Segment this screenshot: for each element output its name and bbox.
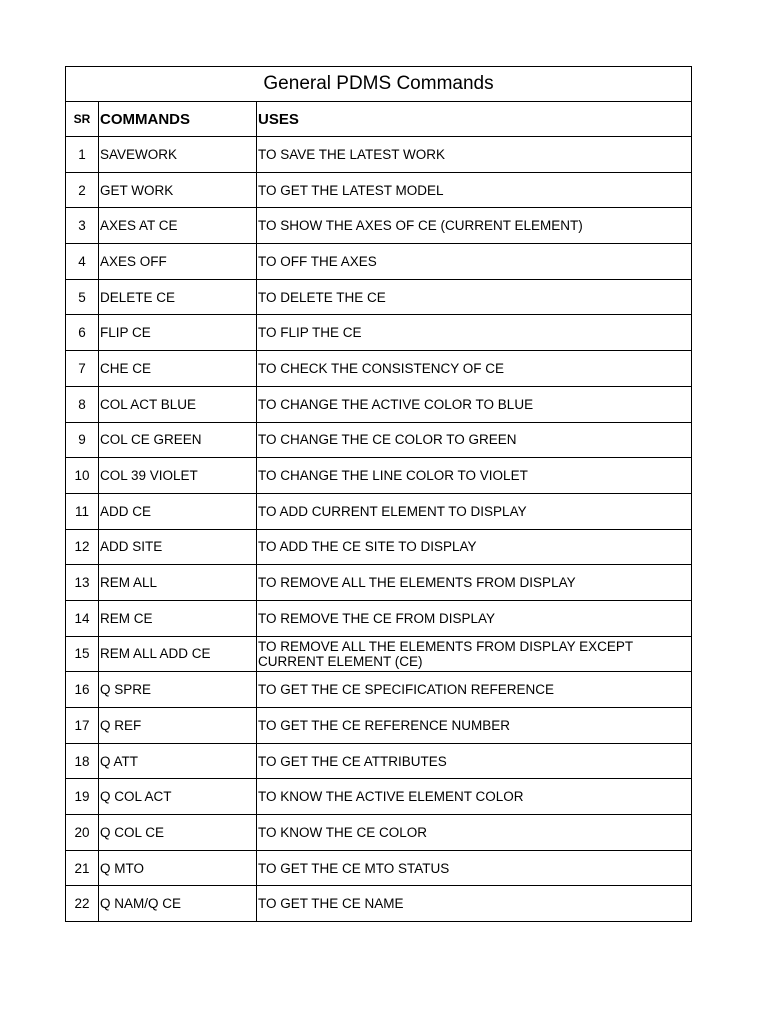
row-sr: 19 xyxy=(66,779,99,815)
row-sr: 2 xyxy=(66,172,99,208)
row-sr: 17 xyxy=(66,708,99,744)
row-sr: 10 xyxy=(66,458,99,494)
row-command: COL CE GREEN xyxy=(99,422,257,458)
row-command: SAVEWORK xyxy=(99,137,257,173)
table-row xyxy=(66,565,692,601)
row-sr: 11 xyxy=(66,493,99,529)
row-sr: 8 xyxy=(66,386,99,422)
row-use: TO DELETE THE CE xyxy=(257,279,692,315)
row-sr: 6 xyxy=(66,315,99,351)
row-use: TO GET THE CE ATTRIBUTES xyxy=(257,743,692,779)
row-use: TO ADD CURRENT ELEMENT TO DISPLAY xyxy=(257,493,692,529)
row-command: REM ALL ADD CE xyxy=(99,636,257,672)
header-commands: COMMANDS xyxy=(99,102,257,137)
row-use: TO GET THE LATEST MODEL xyxy=(257,172,692,208)
table-row xyxy=(66,600,692,636)
row-use: TO CHANGE THE LINE COLOR TO VIOLET xyxy=(257,458,692,494)
row-command: Q ATT xyxy=(99,743,257,779)
header-row xyxy=(66,102,692,137)
row-sr: 20 xyxy=(66,815,99,851)
row-sr: 3 xyxy=(66,208,99,244)
header-uses: USES xyxy=(257,102,692,137)
row-command: Q REF xyxy=(99,708,257,744)
row-command: REM ALL xyxy=(99,565,257,601)
table-row xyxy=(66,458,692,494)
row-sr: 15 xyxy=(66,636,99,672)
table-body xyxy=(66,137,692,922)
row-use: TO GET THE CE SPECIFICATION REFERENCE xyxy=(257,672,692,708)
table-row xyxy=(66,279,692,315)
row-command: Q COL CE xyxy=(99,815,257,851)
table-row xyxy=(66,886,692,922)
row-command: GET WORK xyxy=(99,172,257,208)
row-sr: 18 xyxy=(66,743,99,779)
row-command: Q NAM/Q CE xyxy=(99,886,257,922)
commands-table xyxy=(65,66,692,922)
row-use: TO REMOVE ALL THE ELEMENTS FROM DISPLAY xyxy=(257,565,692,601)
row-command: ADD CE xyxy=(99,493,257,529)
row-sr: 16 xyxy=(66,672,99,708)
table-row xyxy=(66,850,692,886)
table-row xyxy=(66,386,692,422)
table-title: General PDMS Commands xyxy=(66,67,692,102)
row-use: TO KNOW THE CE COLOR xyxy=(257,815,692,851)
title-row xyxy=(66,67,692,102)
row-use: TO REMOVE THE CE FROM DISPLAY xyxy=(257,600,692,636)
row-sr: 21 xyxy=(66,850,99,886)
table-row xyxy=(66,636,692,672)
row-sr: 22 xyxy=(66,886,99,922)
row-use: TO CHANGE THE CE COLOR TO GREEN xyxy=(257,422,692,458)
row-command: REM CE xyxy=(99,600,257,636)
row-command: AXES OFF xyxy=(99,244,257,280)
table-row xyxy=(66,208,692,244)
row-command: CHE CE xyxy=(99,351,257,387)
row-command: COL 39 VIOLET xyxy=(99,458,257,494)
row-command: Q COL ACT xyxy=(99,779,257,815)
table-row xyxy=(66,172,692,208)
row-use: TO SHOW THE AXES OF CE (CURRENT ELEMENT) xyxy=(257,208,692,244)
table-row xyxy=(66,815,692,851)
row-sr: 12 xyxy=(66,529,99,565)
row-command: DELETE CE xyxy=(99,279,257,315)
row-sr: 1 xyxy=(66,137,99,173)
pdms-commands-sheet xyxy=(65,66,691,922)
row-command: Q MTO xyxy=(99,850,257,886)
row-use: TO FLIP THE CE xyxy=(257,315,692,351)
row-use: TO GET THE CE NAME xyxy=(257,886,692,922)
header-sr: SR xyxy=(66,102,99,137)
table-row xyxy=(66,493,692,529)
row-use: TO CHECK THE CONSISTENCY OF CE xyxy=(257,351,692,387)
row-command: AXES AT CE xyxy=(99,208,257,244)
row-use: TO GET THE CE MTO STATUS xyxy=(257,850,692,886)
table-row xyxy=(66,529,692,565)
row-sr: 14 xyxy=(66,600,99,636)
row-command: Q SPRE xyxy=(99,672,257,708)
table-row xyxy=(66,137,692,173)
table-row xyxy=(66,351,692,387)
row-command: FLIP CE xyxy=(99,315,257,351)
table-row xyxy=(66,708,692,744)
row-use: TO OFF THE AXES xyxy=(257,244,692,280)
row-command: COL ACT BLUE xyxy=(99,386,257,422)
table-row xyxy=(66,315,692,351)
table-row xyxy=(66,743,692,779)
row-use: TO KNOW THE ACTIVE ELEMENT COLOR xyxy=(257,779,692,815)
row-sr: 7 xyxy=(66,351,99,387)
table-row xyxy=(66,422,692,458)
table-row xyxy=(66,779,692,815)
row-use: TO SAVE THE LATEST WORK xyxy=(257,137,692,173)
row-use: TO GET THE CE REFERENCE NUMBER xyxy=(257,708,692,744)
table-row xyxy=(66,672,692,708)
row-use: TO ADD THE CE SITE TO DISPLAY xyxy=(257,529,692,565)
row-sr: 9 xyxy=(66,422,99,458)
row-sr: 4 xyxy=(66,244,99,280)
row-command: ADD SITE xyxy=(99,529,257,565)
row-use: TO REMOVE ALL THE ELEMENTS FROM DISPLAY EXCEPT CURRENT ELEMENT (CE) xyxy=(257,636,692,672)
row-sr: 13 xyxy=(66,565,99,601)
row-sr: 5 xyxy=(66,279,99,315)
table-row xyxy=(66,244,692,280)
row-use: TO CHANGE THE ACTIVE COLOR TO BLUE xyxy=(257,386,692,422)
